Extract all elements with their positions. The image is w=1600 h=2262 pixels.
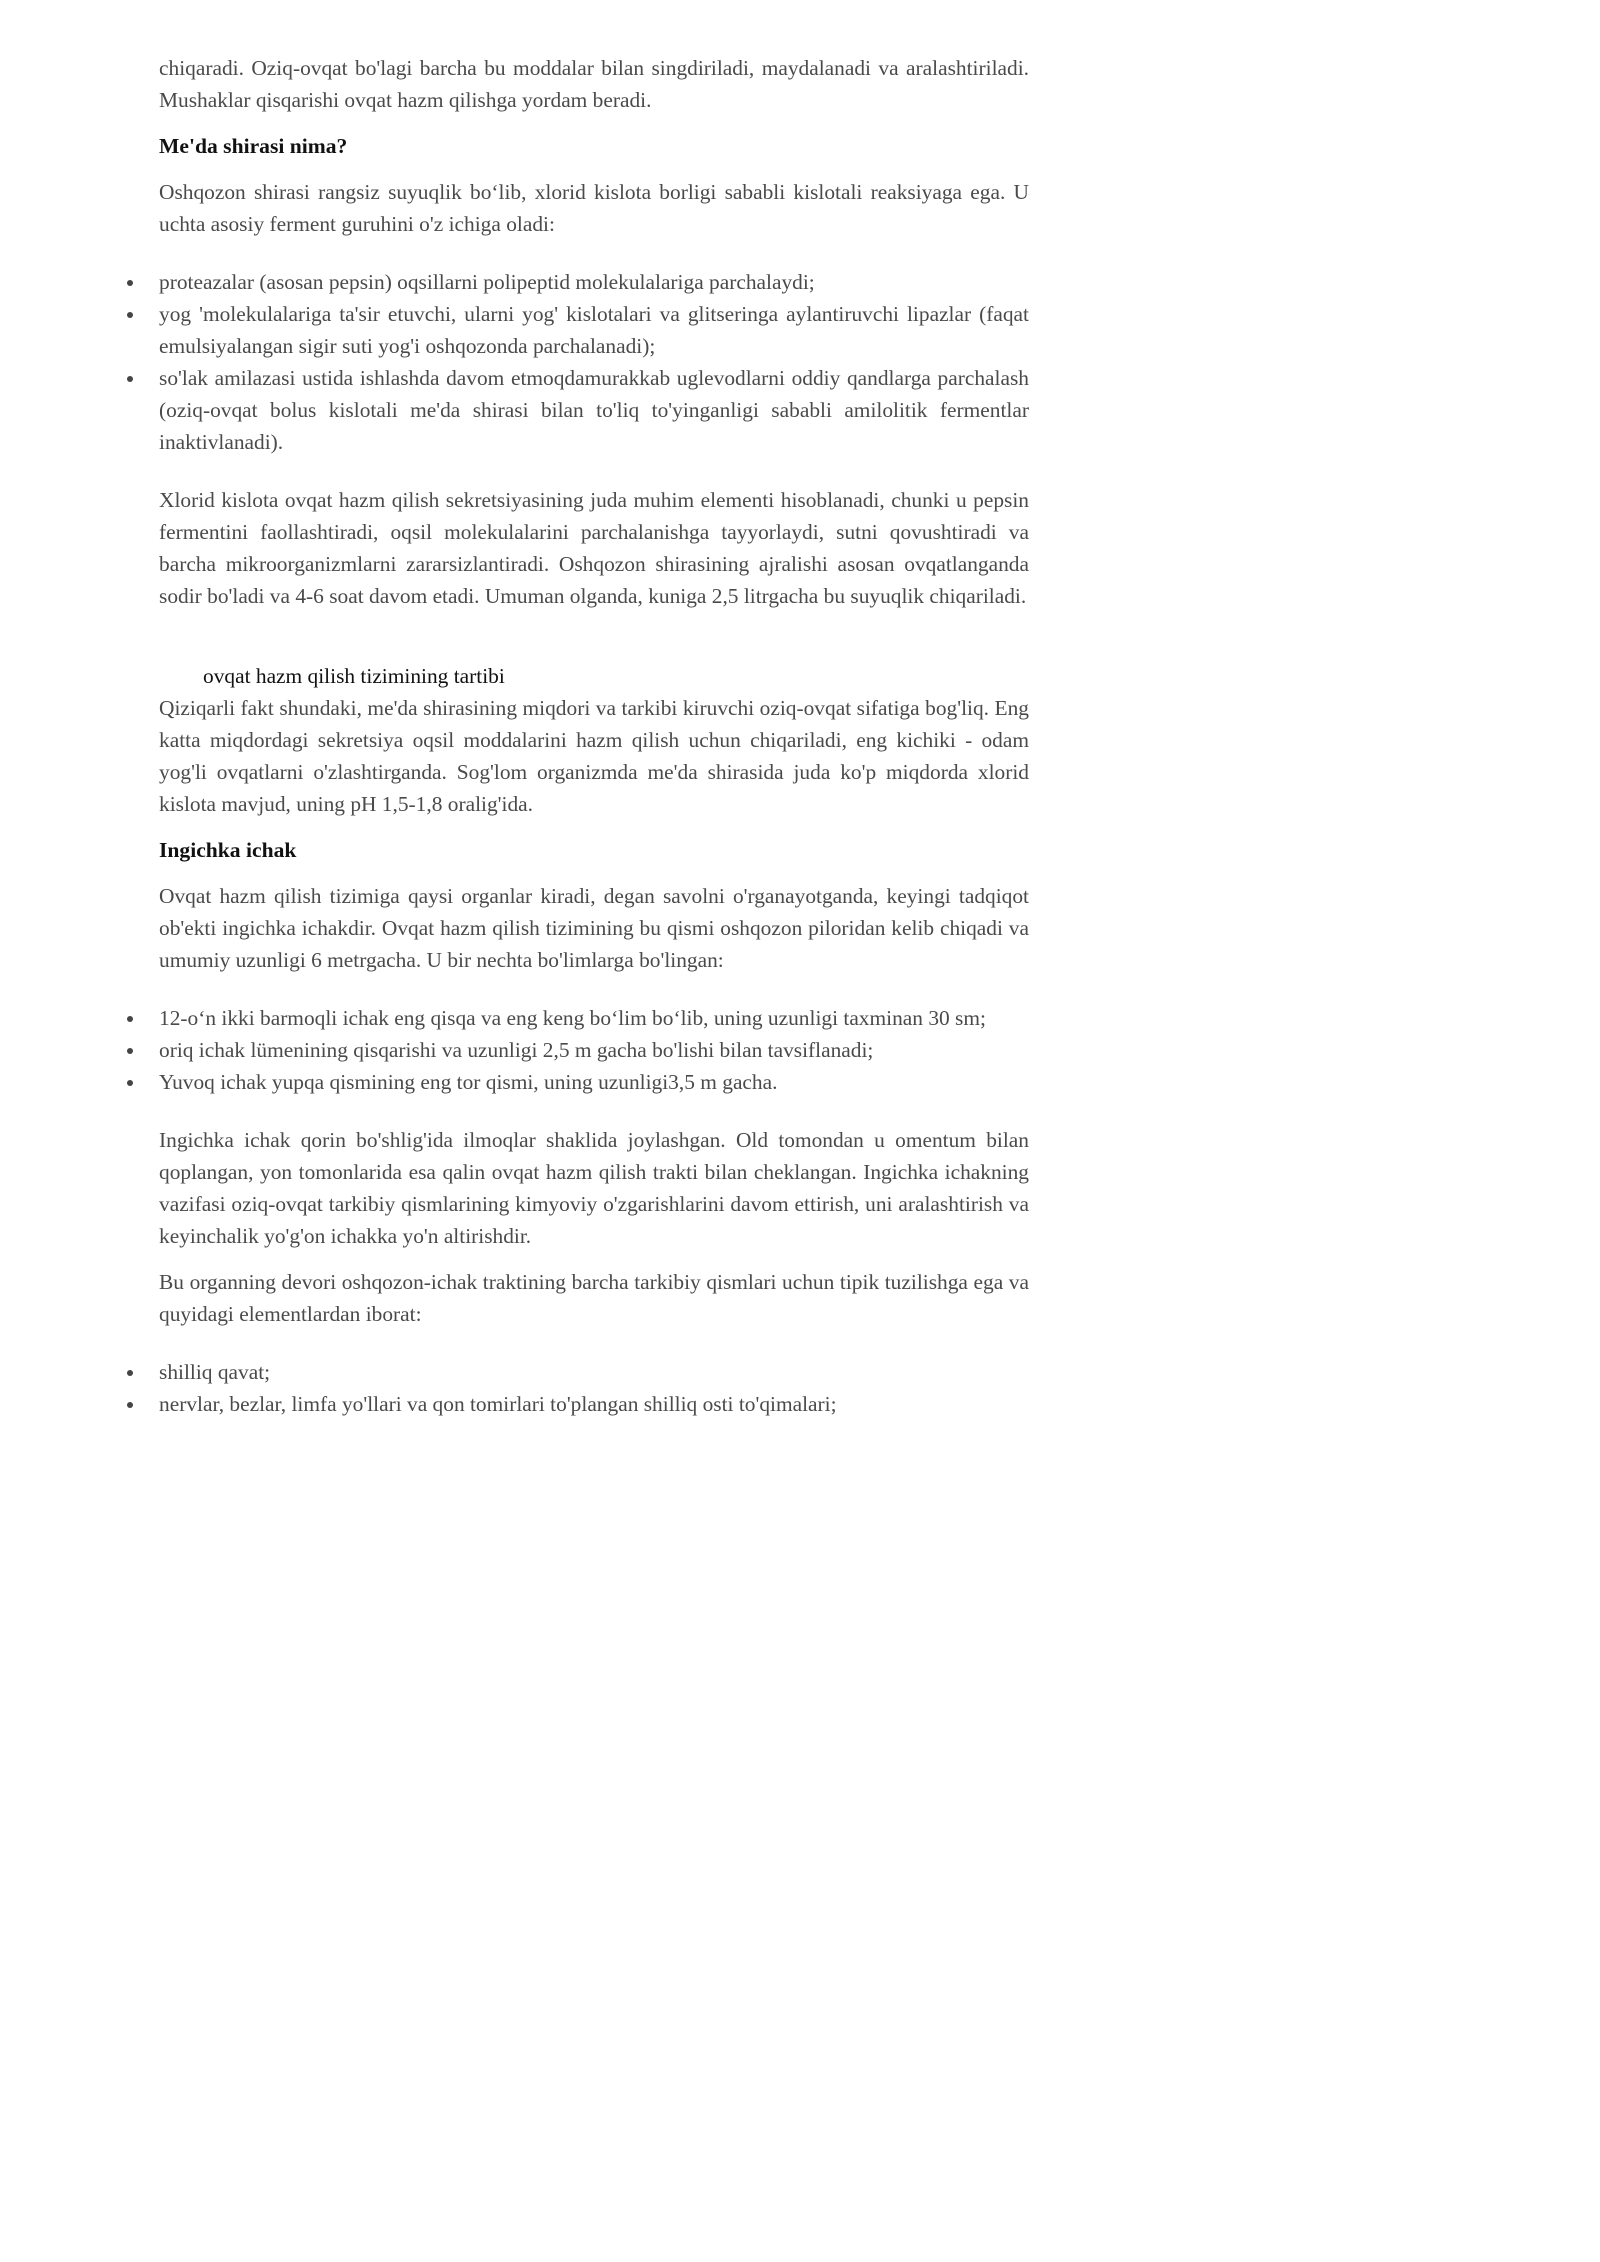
wall-layers-list — [159, 1356, 1029, 1420]
enzyme-list — [159, 266, 1029, 458]
intestine-location-paragraph: Ingichka ichak qorin bo'shlig'ida ilmoqlar shaklida joylashgan. Old tomondan u omentum bilan qoplangan, yon tomonlarida esa qalin ovqat hazm qilish trakti bilan cheklangan. Ingichka ichakning vazifasi oziq-ovqat tarkibiy qismlarining kimyoviy o'zgarishlarini davom ettirish, uni aralashtirish va keyinchalik yo'g'on ichakka yo'n altirishdir. — [159, 1128, 1029, 1248]
intro-paragraph: chiqaradi. Oziq-ovqat bo'lagi barcha bu moddalar bilan singdiriladi, maydalanadi va aralashtiriladi. Mushaklar qisqarishi ovqat hazm qilishga yordam beradi. — [159, 56, 1029, 112]
list-item: oriq ichak lümenining qisqarishi va uzunligi 2,5 m gacha bo'lishi bilan tavsiflanadi; — [159, 1034, 1029, 1066]
list-item: proteazalar (asosan pepsin) oqsillarni polipeptid molekulalariga parchalaydi; — [159, 266, 1029, 298]
document-page — [159, 52, 1029, 1420]
list-item: Yuvoq ichak yupqa qismining eng tor qismi, uning uzunligi3,5 m gacha. — [159, 1066, 1029, 1098]
hydrochloric-acid-paragraph: Xlorid kislota ovqat hazm qilish sekretsiyasining juda muhim elementi hisoblanadi, chunki u pepsin fermentini faollashtiradi, oqsil molekulalarini parchalanishga tayyorlaydi, sutni qovushtiradi va barcha mikroorganizmlarni zararsizlantiradi. Oshqozon shirasining ajralishi asosan ovqatlanganda sodir bo'ladi va 4-6 soat davom etadi. Umuman olganda, kuniga 2,5 litrgacha bu suyuqlik chiqariladi. — [159, 488, 1029, 608]
digestive-system-order-subtitle: ovqat hazm qilish tizimining tartibi — [203, 664, 505, 688]
heading-gastric-juice: Me'da shirasi nima? — [159, 134, 348, 158]
list-item: 12-o‘n ikki barmoqli ichak eng qisqa va eng keng bo‘lim bo‘lib, uning uzunligi taxminan 30 sm; — [159, 1002, 1029, 1034]
interesting-fact-paragraph: Qiziqarli fakt shundaki, me'da shirasining miqdori va tarkibi kiruvchi oziq-ovqat sifatiga bog'liq. Eng katta miqdordagi sekretsiya oqsil moddalarini hazm qilish uchun chiqariladi, eng kichiki - odam yog'li ovqatlarni o'zlashtirganda. Sog'lom organizmda me'da shirasida juda ko'p miqdorda xlorid kislota mavjud, uning pH 1,5-1,8 oralig'ida. — [159, 696, 1029, 816]
gastric-juice-paragraph: Oshqozon shirasi rangsiz suyuqlik bo‘lib, xlorid kislota borligi sababli kislotali reaksiyaga ega. U uchta asosiy ferment guruhini o'z ichiga oladi: — [159, 180, 1029, 236]
list-item: shilliq qavat; — [159, 1356, 1029, 1388]
small-intestine-paragraph: Ovqat hazm qilish tizimiga qaysi organlar kiradi, degan savolni o'rganayotganda, keyingi tadqiqot ob'ekti ingichka ichakdir. Ovqat hazm qilish tizimining bu qismi oshqozon piloridan kelib chiqadi va umumiy uzunligi 6 metrgacha. U bir nechta bo'limlarga bo'lingan: — [159, 884, 1029, 972]
list-item: yog 'molekulalariga ta'sir etuvchi, ularni yog' kislotalari va glitseringa aylantiruvchi lipazlar (faqat emulsiyalangan sigir suti yog'i oshqozonda parchalanadi); — [159, 298, 1029, 362]
list-item: nervlar, bezlar, limfa yo'llari va qon tomirlari to'plangan shilliq osti to'qimalari; — [159, 1388, 1029, 1420]
list-item: so'lak amilazasi ustida ishlashda davom etmoqdamurakkab uglevodlarni oddiy qandlarga parchalash (oziq-ovqat bolus kislotali me'da shirasi bilan to'liq to'yinganligi sababli amilolitik fermentlar inaktivlanadi). — [159, 362, 1029, 458]
heading-small-intestine: Ingichka ichak — [159, 838, 297, 862]
intestine-sections-list — [159, 1002, 1029, 1098]
intestine-wall-paragraph: Bu organning devori oshqozon-ichak traktining barcha tarkibiy qismlari uchun tipik tuzilishga ega va quyidagi elementlardan iborat: — [159, 1270, 1029, 1326]
